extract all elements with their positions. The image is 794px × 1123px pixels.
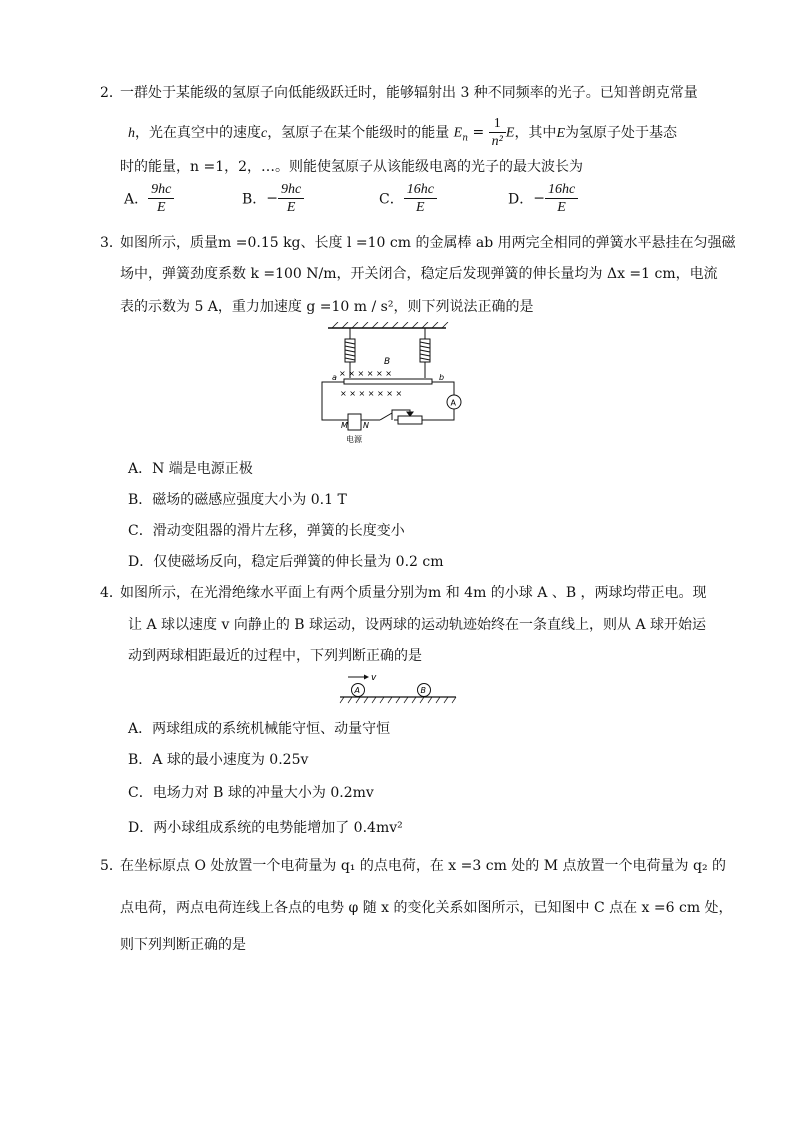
crosses-row-2: × × × × × × ×	[340, 389, 403, 398]
option-b[interactable]: B．磁场的磁感应强度大小为 0.1 T	[128, 492, 347, 508]
option-b[interactable]: B．− $\frac{9hc}{E}$	[242, 181, 304, 216]
svg-text:N: N	[363, 421, 369, 430]
option-c[interactable]: C．滑动变阻器的滑片左移，弹簧的长度变小	[128, 523, 405, 539]
option-c[interactable]: C．电场力对 B 球的冲量大小为 0.2mv	[128, 785, 374, 801]
variable-c: c	[261, 126, 268, 142]
fraction: $\frac{16hc}{E}$	[545, 181, 578, 216]
label-b-field: B	[384, 357, 391, 367]
svg-text:A: A	[354, 686, 360, 695]
ball-a	[352, 684, 365, 697]
energy-formula: $E_n$ = $\frac{1}{\text{n²}}$ E	[453, 116, 515, 149]
svg-text:M: M	[341, 421, 348, 430]
wires	[322, 382, 454, 420]
question-text-line: h，光在真空中的速度c，氢原子在某个能级时的能量 $E_n$ = $\frac{1}{\text{n²}}$ E，其中E为氢原子处于基态	[128, 115, 677, 141]
fraction: $\frac{9hc}{E}$	[278, 181, 304, 216]
question-text: 动到两球相距最近的过程中，下列判断正确的是	[128, 648, 422, 664]
spring-right	[420, 328, 430, 378]
option-d[interactable]: D．− $\frac{16hc}{E}$	[508, 181, 578, 216]
fraction: $\frac{16hc}{E}$	[404, 181, 437, 216]
svg-text:A: A	[450, 398, 456, 408]
question-text: 则下列判断正确的是	[120, 937, 246, 953]
fraction: $\frac{1}{\text{n²}}$	[489, 115, 506, 150]
crosses-row-1: × × × × × ×	[339, 369, 392, 378]
question-text: 如图所示，质量m =0.15 kg、长度 l =10 cm 的金属棒 ab 用两完全相同的弹簧水平悬挂在匀强磁	[120, 235, 736, 251]
label-b: b	[439, 373, 445, 382]
option-a[interactable]: A．两球组成的系统机械能守恒、动量守恒	[128, 721, 391, 737]
ball-b	[418, 684, 431, 697]
question-text: 让 A 球以速度 v 向静止的 B 球运动，设两球的运动轨迹始终在一条直线上，则从 A 球开始运	[128, 617, 707, 633]
ground	[340, 697, 456, 703]
question-number: 2．	[100, 85, 123, 101]
question-text: 点电荷，两点电荷连线上各点的电势 φ 随 x 的变化关系如图所示，已知图中 C 点在 x =6 cm 处，	[120, 900, 733, 916]
question-text: 在坐标原点 O 处放置一个电荷量为 q₁ 的点电荷，在 x =3 cm 处的 M 点放置一个电荷量为 q₂ 的	[120, 858, 727, 874]
question-text: 一群处于某能级的氢原子向低能级跃迁时，能够辐射出 3 种不同频率的光子。已知普朗克常量	[120, 85, 698, 101]
svg-text:电源: 电源	[346, 435, 362, 444]
metal-rod	[344, 379, 432, 384]
option-a[interactable]: A． $\frac{9hc}{E}$	[124, 181, 174, 216]
question-number: 4．	[100, 585, 123, 601]
option-b[interactable]: B．A 球的最小速度为 0.25v	[128, 752, 309, 768]
variable-h: h	[128, 126, 135, 142]
power-source	[341, 414, 369, 444]
option-a[interactable]: A．N 端是电源正极	[128, 461, 253, 477]
question-text: 场中，弹簧劲度系数 k =100 N/m，开关闭合，稳定后发现弹簧的伸长量均为 Δx =1 cm，电流	[120, 266, 718, 282]
question-number: 5．	[100, 858, 123, 874]
question-text: 如图所示，在光滑绝缘水平面上有两个质量分别为m 和 4m 的小球 A 、B ，两球均带正电。现	[120, 585, 707, 601]
ammeter	[447, 395, 461, 409]
svg-text:v: v	[371, 673, 377, 683]
ceiling	[328, 322, 448, 328]
velocity-arrow	[348, 673, 377, 683]
question-number: 3．	[100, 235, 123, 251]
option-d[interactable]: D．仅使磁场反向，稳定后弹簧的伸长量为 0.2 cm	[128, 554, 444, 570]
answer-options	[124, 181, 684, 221]
label-a: a	[332, 373, 337, 382]
two-balls-figure	[338, 670, 458, 706]
question-text: 时的能量，n =1，2，…。则能使氢原子从该能级电离的光子的最大波长为	[120, 159, 584, 175]
option-d[interactable]: D．两小球组成系统的电势能增加了 0.4mv²	[128, 820, 403, 836]
option-c[interactable]: C． $\frac{16hc}{E}$	[379, 181, 437, 216]
rheostat	[392, 410, 422, 424]
question-text: 表的示数为 5 A，重力加速度 g =10 m / s²，则下列说法正确的是	[120, 299, 534, 315]
circuit-diagram	[318, 322, 464, 450]
fraction: $\frac{9hc}{E}$	[148, 181, 174, 216]
svg-text:B: B	[420, 686, 426, 695]
